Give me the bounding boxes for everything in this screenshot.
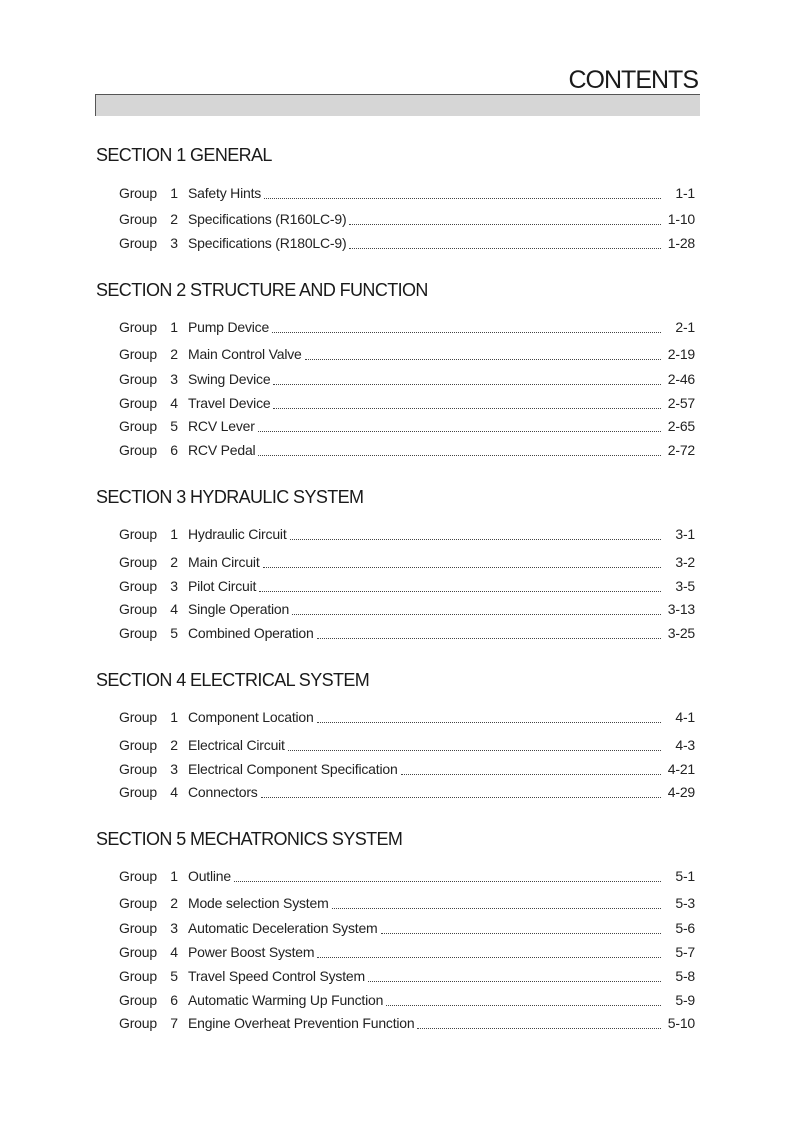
toc-entry[interactable] <box>119 1015 695 1033</box>
toc-entry[interactable] <box>119 968 695 986</box>
page-number: 4-1 <box>675 709 695 725</box>
page-number: 5-6 <box>675 920 695 936</box>
toc-entry[interactable] <box>119 319 695 337</box>
dot-leader <box>386 1005 661 1006</box>
group-number: 1 <box>170 185 178 201</box>
page-number: 2-57 <box>667 395 695 411</box>
section-heading: SECTION 2 STRUCTURE AND FUNCTION <box>96 280 428 300</box>
page-number: 2-19 <box>667 346 695 362</box>
group-title: RCV Lever <box>188 418 255 434</box>
page-number: 3-1 <box>675 526 695 542</box>
group-title: Engine Overheat Prevention Function <box>188 1015 415 1031</box>
toc-entry[interactable] <box>119 868 695 886</box>
page-number: 5-9 <box>675 992 695 1008</box>
group-label: Group <box>119 737 157 753</box>
page-number: 5-10 <box>667 1015 695 1031</box>
toc-entry[interactable] <box>119 554 695 572</box>
page-number: 2-65 <box>667 418 695 434</box>
group-label: Group <box>119 625 157 641</box>
group-label: Group <box>119 346 157 362</box>
group-title: Power Boost System <box>188 944 315 960</box>
group-number: 4 <box>170 944 178 960</box>
dot-leader <box>381 933 661 934</box>
group-label: Group <box>119 235 157 251</box>
page-number: 1-1 <box>675 185 695 201</box>
group-title: Automatic Deceleration System <box>188 920 378 936</box>
page-number: 5-3 <box>675 895 695 911</box>
dot-leader <box>258 431 661 432</box>
group-title: Specifications (R180LC-9) <box>188 235 347 251</box>
dot-leader <box>332 908 661 909</box>
group-number: 6 <box>170 442 178 458</box>
group-label: Group <box>119 944 157 960</box>
group-title: Specifications (R160LC-9) <box>188 211 347 227</box>
section-heading: SECTION 4 ELECTRICAL SYSTEM <box>96 670 370 690</box>
dot-leader <box>349 248 661 249</box>
group-title: Mode selection System <box>188 895 329 911</box>
group-title: Component Location <box>188 709 314 725</box>
toc-entry[interactable] <box>119 920 695 938</box>
dot-leader <box>263 567 661 568</box>
group-title: Pilot Circuit <box>188 578 257 594</box>
toc-entry[interactable] <box>119 395 695 413</box>
page-number: 5-1 <box>675 868 695 884</box>
dot-leader <box>317 957 661 958</box>
group-title: Outline <box>188 868 231 884</box>
page-number: 4-29 <box>667 784 695 800</box>
group-label: Group <box>119 709 157 725</box>
page-number: 2-1 <box>675 319 695 335</box>
dot-leader <box>317 722 661 723</box>
group-title: Pump Device <box>188 319 270 335</box>
group-number: 4 <box>170 784 178 800</box>
group-number: 2 <box>170 737 178 753</box>
toc-entry[interactable] <box>119 211 695 229</box>
group-title: Single Operation <box>188 601 290 617</box>
page-number: 1-28 <box>667 235 695 251</box>
group-title: Hydraulic Circuit <box>188 526 287 542</box>
page-number: 5-8 <box>675 968 695 984</box>
group-number: 3 <box>170 761 178 777</box>
group-number: 1 <box>170 526 178 542</box>
page-title: CONTENTS <box>568 66 698 94</box>
dot-leader <box>417 1028 661 1029</box>
toc-entry[interactable] <box>119 526 695 544</box>
dot-leader <box>368 981 661 982</box>
page-number: 2-46 <box>667 371 695 387</box>
dot-leader <box>261 797 661 798</box>
page-number: 4-21 <box>667 761 695 777</box>
group-number: 2 <box>170 211 178 227</box>
group-number: 3 <box>170 920 178 936</box>
group-number: 3 <box>170 371 178 387</box>
toc-entry[interactable] <box>119 235 695 253</box>
dot-leader <box>234 881 661 882</box>
page-number: 2-72 <box>667 442 695 458</box>
group-number: 1 <box>170 709 178 725</box>
group-number: 6 <box>170 992 178 1008</box>
group-number: 4 <box>170 395 178 411</box>
toc-entry[interactable] <box>119 709 695 727</box>
page-number: 5-7 <box>675 944 695 960</box>
group-title: Combined Operation <box>188 625 314 641</box>
dot-leader <box>259 591 661 592</box>
group-label: Group <box>119 968 157 984</box>
section-heading: SECTION 5 MECHATRONICS SYSTEM <box>96 829 403 849</box>
group-label: Group <box>119 418 157 434</box>
group-label: Group <box>119 868 157 884</box>
page-number: 3-13 <box>667 601 695 617</box>
group-number: 5 <box>170 625 178 641</box>
group-title: Connectors <box>188 784 258 800</box>
toc-entry[interactable] <box>119 761 695 779</box>
group-label: Group <box>119 992 157 1008</box>
dot-leader <box>258 455 661 456</box>
group-label: Group <box>119 761 157 777</box>
dot-leader <box>349 224 661 225</box>
dot-leader <box>288 750 661 751</box>
dot-leader <box>290 539 661 540</box>
group-title: Main Control Valve <box>188 346 302 362</box>
toc-entry[interactable] <box>119 944 695 962</box>
page-number: 3-2 <box>675 554 695 570</box>
dot-leader <box>317 638 661 639</box>
group-title: Travel Speed Control System <box>188 968 365 984</box>
group-number: 3 <box>170 235 178 251</box>
group-number: 1 <box>170 868 178 884</box>
toc-entry[interactable] <box>119 625 695 643</box>
toc-entry[interactable] <box>119 601 695 619</box>
section-heading: SECTION 1 GENERAL <box>96 145 272 165</box>
group-label: Group <box>119 395 157 411</box>
toc-entry[interactable] <box>119 784 695 802</box>
group-label: Group <box>119 442 157 458</box>
group-label: Group <box>119 211 157 227</box>
group-label: Group <box>119 784 157 800</box>
group-title: Electrical Component Specification <box>188 761 398 777</box>
dot-leader <box>273 408 661 409</box>
group-label: Group <box>119 554 157 570</box>
page-number: 3-25 <box>667 625 695 641</box>
page-number: 1-10 <box>667 211 695 227</box>
group-title: Main Circuit <box>188 554 260 570</box>
group-title: Safety Hints <box>188 185 262 201</box>
group-number: 2 <box>170 895 178 911</box>
group-number: 2 <box>170 554 178 570</box>
toc-entry[interactable] <box>119 737 695 755</box>
group-label: Group <box>119 601 157 617</box>
toc-entry[interactable] <box>119 895 695 913</box>
group-label: Group <box>119 895 157 911</box>
group-label: Group <box>119 526 157 542</box>
dot-leader <box>305 359 661 360</box>
dot-leader <box>292 614 661 615</box>
dot-leader <box>264 198 661 199</box>
dot-leader <box>401 774 661 775</box>
toc-entry[interactable] <box>119 992 695 1010</box>
page-number: 4-3 <box>675 737 695 753</box>
group-title: Travel Device <box>188 395 271 411</box>
group-number: 7 <box>170 1015 178 1031</box>
group-title: RCV Pedal <box>188 442 256 458</box>
dot-leader <box>272 332 661 333</box>
group-label: Group <box>119 185 157 201</box>
toc-entry[interactable] <box>119 346 695 364</box>
toc-entry[interactable] <box>119 442 695 460</box>
group-label: Group <box>119 578 157 594</box>
group-label: Group <box>119 1015 157 1031</box>
group-label: Group <box>119 319 157 335</box>
toc-entry[interactable] <box>119 578 695 596</box>
group-label: Group <box>119 920 157 936</box>
toc-entry[interactable] <box>119 371 695 389</box>
title-bar <box>95 94 700 116</box>
group-title: Automatic Warming Up Function <box>188 992 384 1008</box>
group-title: Electrical Circuit <box>188 737 285 753</box>
group-number: 4 <box>170 601 178 617</box>
toc-entry[interactable] <box>119 418 695 436</box>
dot-leader <box>273 384 661 385</box>
group-number: 5 <box>170 968 178 984</box>
group-number: 1 <box>170 319 178 335</box>
section-heading: SECTION 3 HYDRAULIC SYSTEM <box>96 487 364 507</box>
page-number: 3-5 <box>675 578 695 594</box>
group-title: Swing Device <box>188 371 271 387</box>
group-number: 5 <box>170 418 178 434</box>
group-number: 2 <box>170 346 178 362</box>
group-label: Group <box>119 371 157 387</box>
group-number: 3 <box>170 578 178 594</box>
toc-entry[interactable] <box>119 185 695 203</box>
